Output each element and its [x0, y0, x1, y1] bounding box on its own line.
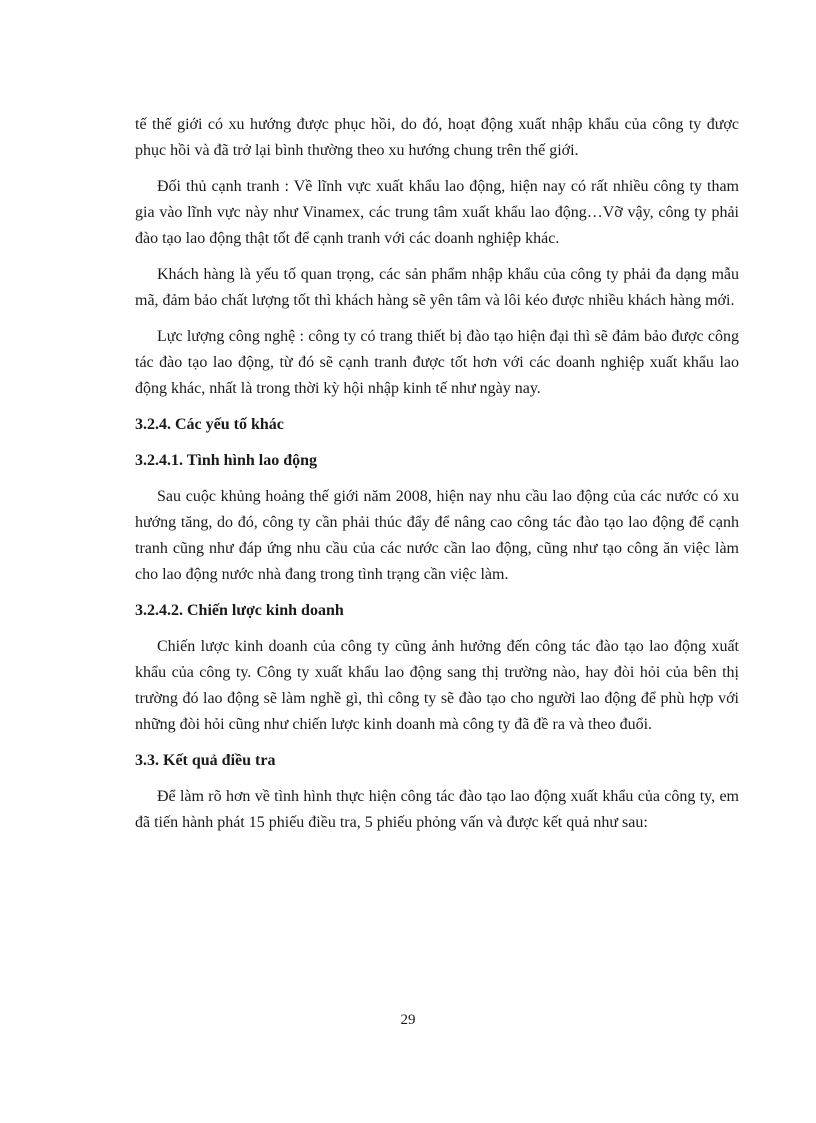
- paragraph-gap: [135, 738, 739, 748]
- paragraph-customers: Khách hàng là yếu tố quan trọng, các sản phẩm nhập khẩu của công ty phải đa dạng mẫu mã, đảm bảo chất lượng tốt thì khách hàng sẽ yên tâm và lôi kéo được nhiều khách hàng mới.: [135, 266, 739, 309]
- paragraph-competitors: Đối thủ cạnh tranh : Về lĩnh vực xuất khẩu lao động, hiện nay có rất nhiều công ty tham gia vào lĩnh vực này như Vinamex, các trung tâm xuất khẩu lao động…Vỡ vậy, công ty phải đào tạo lao động thật tốt để cạnh tranh với các doanh nghiệp khác.: [135, 178, 739, 247]
- paragraph-gap: [135, 624, 739, 634]
- paragraph-gap: [135, 438, 739, 448]
- section-heading-3-2-4-1: 3.2.4.1. Tình hình lao động: [135, 452, 318, 469]
- paragraph-gap: [135, 474, 739, 484]
- paragraph-gap: [135, 314, 739, 324]
- section-heading-3-2-4-2: 3.2.4.2. Chiến lược kinh doanh: [135, 602, 344, 619]
- paragraph-gap: [135, 774, 739, 784]
- page-number: 29: [400, 1012, 416, 1028]
- paragraph-intro: tế thế giới có xu hướng được phục hồi, do đó, hoạt động xuất nhập khẩu của công ty được phục hồi và đã trở lại bình thường theo xu hướng chung trên thế giới.: [135, 116, 739, 159]
- paragraph-survey-results: Để làm rõ hơn về tình hình thực hiện công tác đào tạo lao động xuất khẩu của công ty, em đã tiến hành phát 15 phiếu điều tra, 5 phiếu phỏng vấn và được kết quả như sau:: [135, 788, 739, 831]
- paragraph-gap: [135, 588, 739, 598]
- paragraph-technology: Lực lượng công nghệ : công ty có trang thiết bị đào tạo hiện đại thì sẽ đảm bảo được công tác đào tạo lao động, từ đó sẽ cạnh tranh được tốt hơn với các doanh nghiệp xuất khẩu lao động khác, nhất là trong thời kỳ hội nhập kinh tế như ngày nay.: [135, 328, 739, 397]
- document-body: [135, 112, 739, 836]
- paragraph-business-strategy: Chiến lược kinh doanh của công ty cũng ảnh hưởng đến công tác đào tạo lao động xuất khẩu của công ty. Công ty xuất khẩu lao động sang thị trường nào, hay đòi hỏi của bên thị trường đó lao động sẽ làm nghề gì, thì công ty sẽ đào tạo cho người lao động để phù hợp với những đòi hỏi cũng như chiến lược kinh doanh mà công ty đã đề ra và theo đuổi.: [135, 638, 739, 733]
- section-heading-3-2-4: 3.2.4. Các yếu tố khác: [135, 416, 284, 433]
- paragraph-gap: [135, 402, 739, 412]
- paragraph-gap: [135, 164, 739, 174]
- section-heading-3-3: 3.3. Kết quả điều tra: [135, 752, 276, 769]
- paragraph-gap: [135, 252, 739, 262]
- paragraph-labor-situation: Sau cuộc khủng hoảng thế giới năm 2008, hiện nay nhu cầu lao động của các nước có xu hướng tăng, do đó, công ty cần phải thúc đẩy để nâng cao công tác đào tạo lao động để cạnh tranh cũng như đáp ứng nhu cầu của các nước cần lao động, cũng như tạo công ăn việc làm cho lao động nước nhà đang trong tình trạng cần việc làm.: [135, 488, 739, 583]
